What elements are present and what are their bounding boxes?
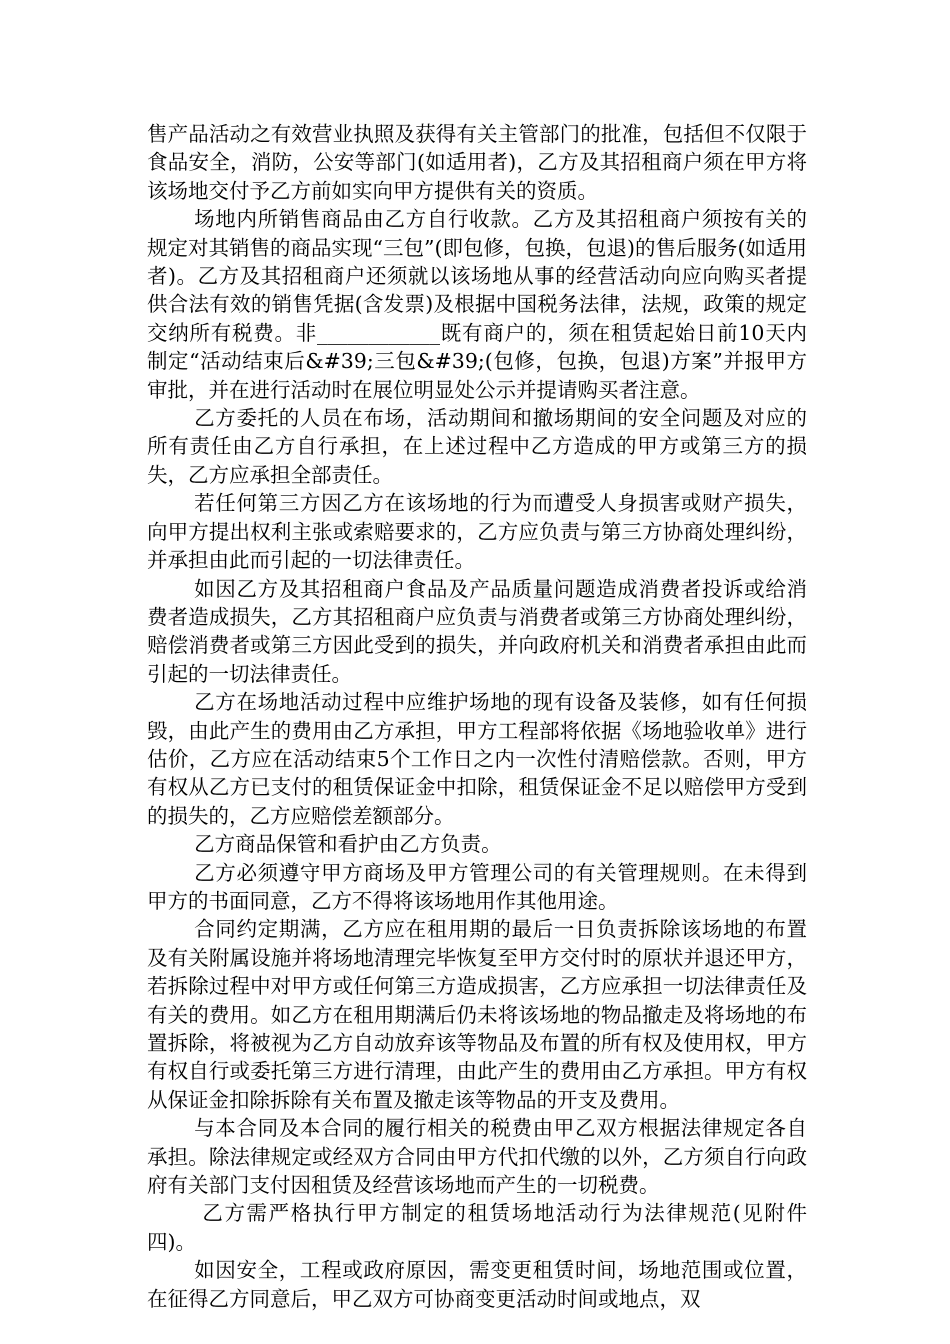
paragraph-legal-norms: 乙方需严格执行甲方制定的租赁场地活动行为法律规范(见附件四)。: [147, 1201, 807, 1254]
paragraph-management-rules: 乙方必须遵守甲方商场及甲方管理公司的有关管理规则。在未得到甲方的书面同意，乙方不得将该场地用作其他用途。: [147, 860, 807, 913]
paragraph-third-party-claims: 若任何第三方因乙方在该场地的行为而遭受人身损害或财产损失，向甲方提出权利主张或索赔要求的，乙方应负责与第三方协商处理纠纷，并承担由此而引起的一切法律责任。: [147, 491, 807, 573]
paragraph-safety-responsibility: 乙方委托的人员在布场，活动期间和撤场期间的安全问题及对应的所有责任由乙方自行承担，在上述过程中乙方造成的甲方或第三方的损失，乙方应承担全部责任。: [147, 406, 807, 487]
paragraph-contract-expiry: 合同约定期满，乙方应在租用期的最后一日负责拆除该场地的布置及有关附属设施并将场地清理完毕恢复至甲方交付时的原状并退还甲方，若拆除过程中对甲方或任何第三方造成损害，乙方应承担一切法律责任及有关的费用。如乙方在租用期满后仍未将该场地的物品撤走及将场地的布置拆除，将被视为乙方自动放弃该等物品及布置的所有权及使用权，甲方有权自行或委托第三方进行清理，由此产生的费用由乙方承担。甲方有权从保证金扣除拆除有关布置及撤走该等物品的开支及费用。: [147, 917, 807, 1112]
paragraph-goods-custody: 乙方商品保管和看护由乙方负责。: [194, 832, 502, 857]
paragraph-product-quality: 如因乙方及其招租商户食品及产品质量问题造成消费者投诉或给消费者造成损失，乙方其招租商户应负责与消费者或第三方协商处理纠纷，赔偿消费者或第三方因此受到的损失，并向政府机关和消费者承担由此而引起的一切法律责任。: [147, 576, 807, 686]
paragraph-schedule-change: 如因安全，工程或政府原因，需变更租赁时间，场地范围或位置，在征得乙方同意后，甲乙双方可协商变更活动时间或地点，双: [147, 1258, 807, 1311]
paragraph-equipment-damage: 乙方在场地活动过程中应维护场地的现有设备及装修，如有任何损毁，由此产生的费用由乙方承担，甲方工程部将依据《场地验收单》进行估价，乙方应在活动结束5个工作日之内一次性付清赔偿款。否则，甲方有权从乙方已支付的租赁保证金中扣除，租赁保证金不足以赔偿甲方受到的损失的，乙方应赔偿差额部分。: [147, 690, 807, 828]
document-body: [147, 120, 807, 1313]
paragraph-sales-collection: 场地内所销售商品由乙方自行收款。乙方及其招租商户须按有关的规定对其销售的商品实现“三包”(即包修，包换，包退)的售后服务(如适用者)。乙方及其招租商户还须就以该场地从事的经营活动向应向购买者提供合法有效的销售凭据(含发票)及根据中国税务法律，法规，政策的规定交纳所有税费。非____________既有商户的，须在租赁起始日前10天内制定“活动结束后&#39;三包&#39;(包修，包换，包退)方案”并报甲方审批，并在进行活动时在展位明显处公示并提请购买者注意。: [147, 207, 807, 402]
paragraph-taxes: 与本合同及本合同的履行相关的税费由甲乙双方根据法律规定各自承担。除法律规定或经双方合同由甲方代扣代缴的以外，乙方须自行向政府有关部门支付因租赁及经营该场地而产生的一切税费。: [147, 1116, 807, 1198]
paragraph-qualification: 售产品活动之有效营业执照及获得有关主管部门的批准，包括但不仅限于食品安全，消防，公安等部门(如适用者)，乙方及其招租商户须在甲方将该场地交付予乙方前如实向甲方提供有关的资质。: [147, 122, 807, 203]
